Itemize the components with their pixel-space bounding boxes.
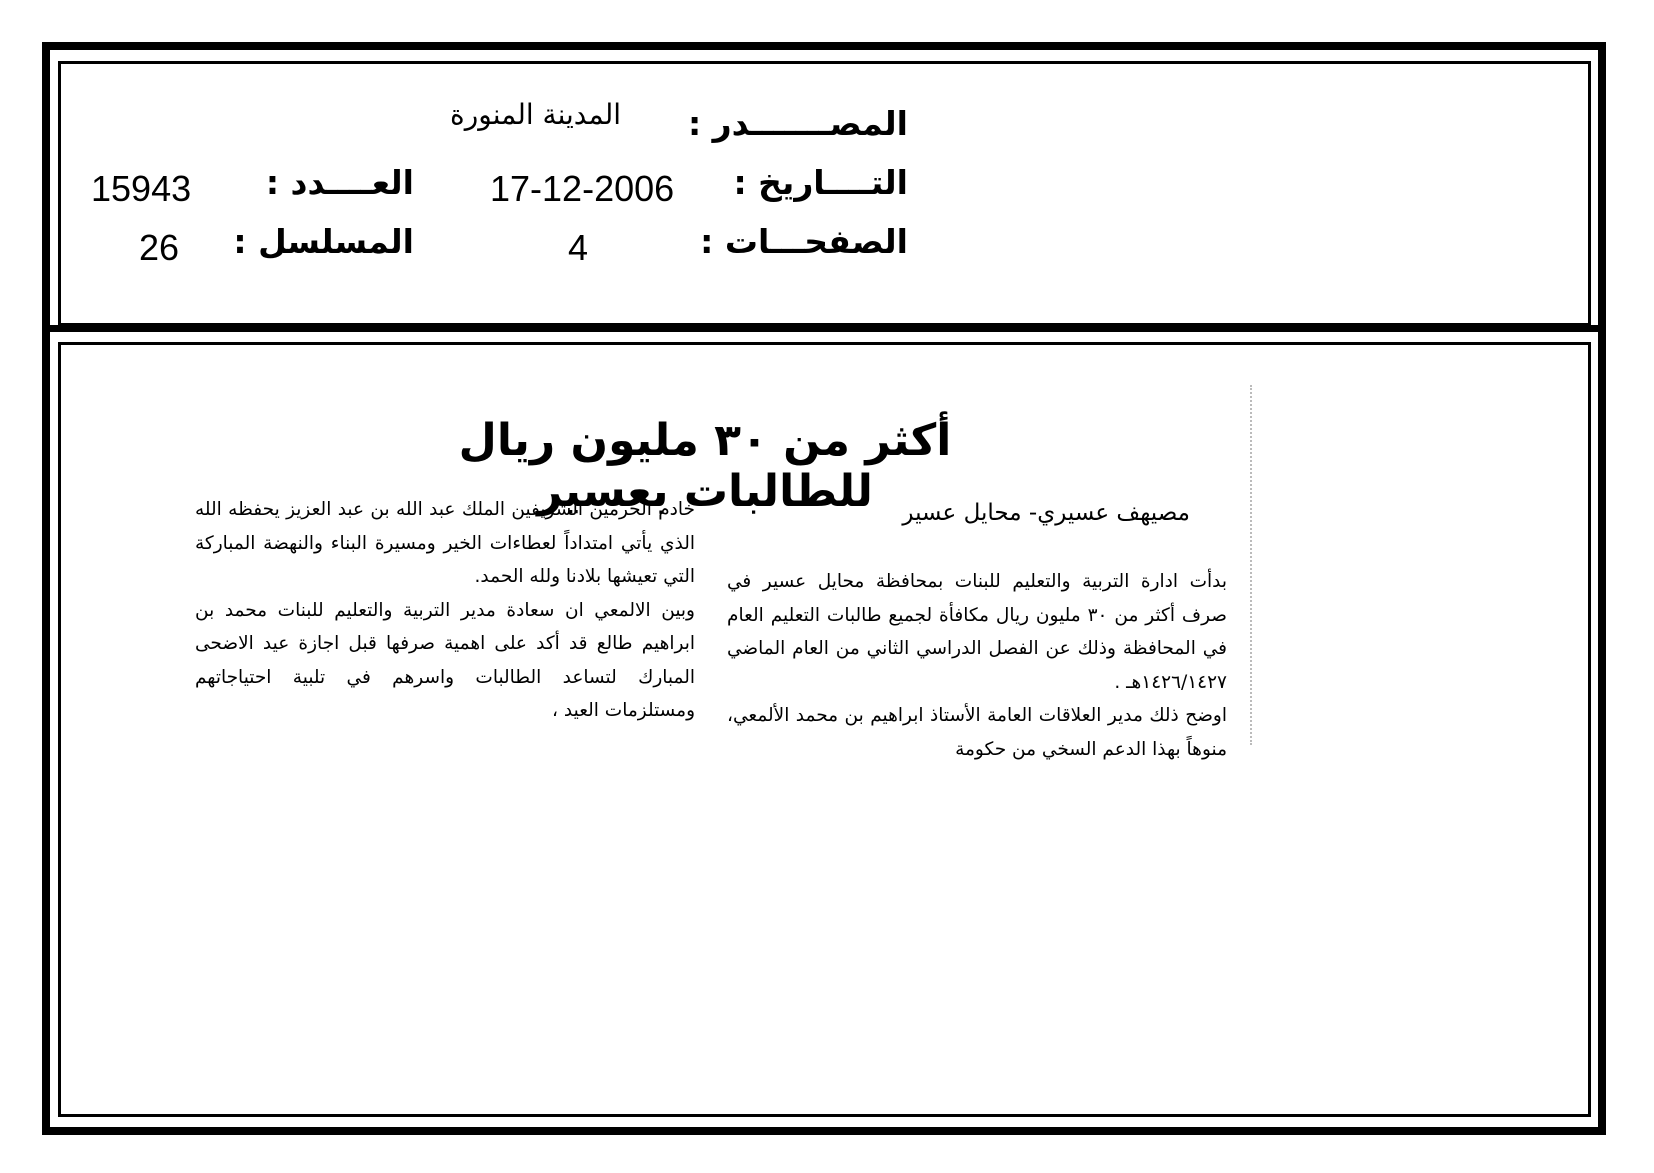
article-column-right (727, 565, 1227, 766)
paragraph: وبين الالمعي ان سعادة مدير التربية والتعليم للبنات محمد بن ابراهيم طالع قد أكد على اهمية صرفها قبل اجازة عيد الاضحى المبارك لتساعد الطالبات واسرهم في تلبية احتياجاتهم ومستلزمات العيد ، (195, 599, 695, 721)
column-dotted-edge (1250, 385, 1252, 745)
article-column-left (195, 493, 695, 728)
paragraph: اوضح ذلك مدير العلاقات العامة الأستاذ ابراهيم بن محمد الألمعي، منوهاً بهذا الدعم السخي من حكومة (727, 705, 1227, 760)
pages-label: الصفحـــات : (700, 222, 908, 261)
article-headline: أكثر من ٣٠ مليون ريال للطالبات بعسير (458, 415, 952, 517)
article-byline: مصيهف عسيري- محايل عسير (902, 500, 1190, 526)
serial-label: المسلسل : (233, 222, 414, 261)
pages-value: 4 (568, 227, 589, 268)
date-label: التــــاريخ : (733, 163, 908, 202)
source-value: المدينة المنورة (450, 98, 621, 131)
issue-value: 15943 (91, 168, 192, 209)
header-divider (42, 325, 1606, 332)
issue-label: العــــدد : (265, 163, 414, 202)
paragraph: بدأت ادارة التربية والتعليم للبنات بمحافظة محايل عسير في صرف أكثر من ٣٠ مليون ريال مكافأة لجميع طالبات التعليم العام في المحافظة وذلك عن الفصل الدراسي الثاني من العام الماضي ١٤٢٦/١٤٢٧هـ . (727, 571, 1227, 693)
serial-value: 26 (139, 227, 180, 268)
source-label: المصـــــــدر : (687, 104, 908, 143)
paragraph: خادم الحرمين الشريفين الملك عبد الله بن عبد العزيز يحفظه الله الذي يأتي امتداداً لعطاءات الخير ومسيرة البناء والنهضة المباركة التي تعيشها بلادنا ولله الحمد. (195, 499, 695, 587)
date-value: 17-12-2006 (490, 168, 675, 209)
